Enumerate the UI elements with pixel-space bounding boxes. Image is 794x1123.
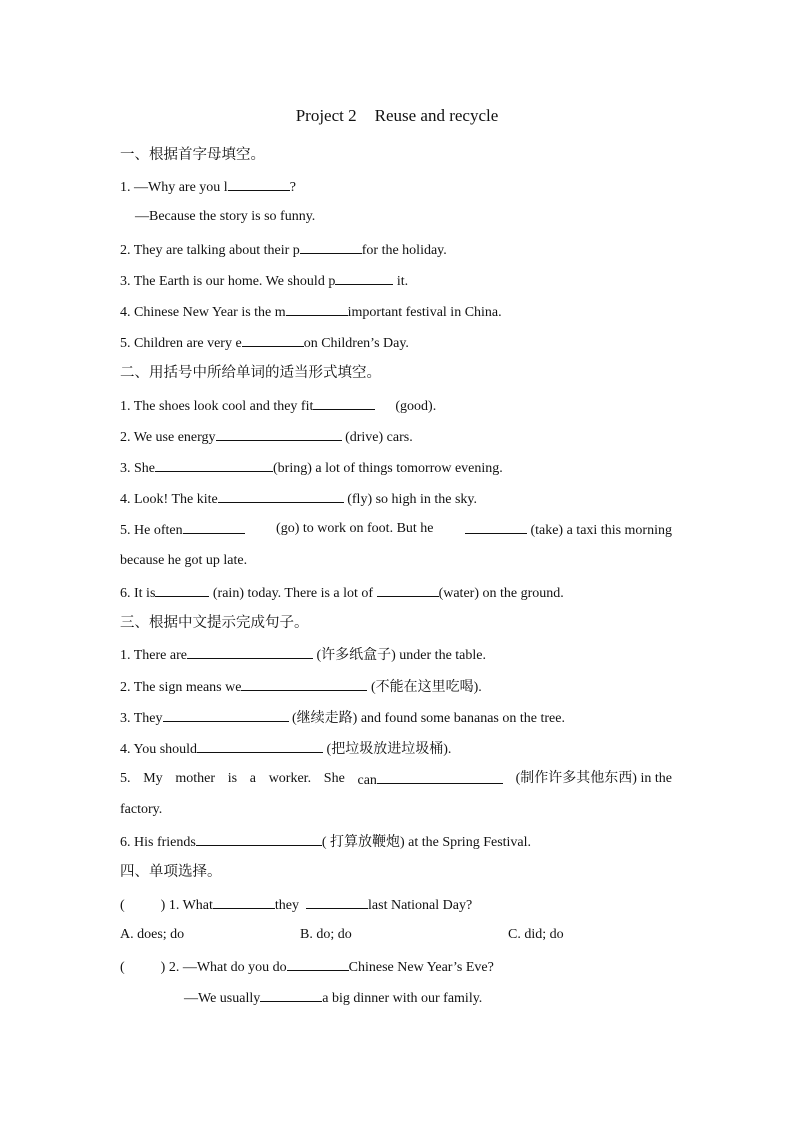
answer-blank[interactable] (183, 520, 245, 534)
s3-question-5: 5. My mother is a worker. She can (制作许多其他东西) in the (120, 771, 672, 788)
answer-blank[interactable] (465, 520, 527, 534)
s1-question-1-answer: —Because the story is so funny. (135, 209, 316, 224)
answer-blank[interactable] (213, 895, 275, 909)
s1-question-2: 2. They are talking about their p for the holiday. (120, 240, 447, 260)
s2-question-1: 1. The shoes look cool and they fit (good). (120, 396, 436, 416)
s4-question-1: ( ) 1. What they last National Day? (120, 895, 472, 915)
s3-question-2: 2. The sign means we (不能在这里吃喝). (120, 677, 482, 697)
answer-blank[interactable] (163, 708, 289, 722)
s2-question-3: 3. She (bring) a lot of things tomorrow evening. (120, 458, 503, 478)
s2-question-6: 6. It is (rain) today. There is a lot of (water) on the ground. (120, 583, 564, 603)
s3-question-6: 6. His friends ( 打算放鞭炮) at the Spring Festival. (120, 832, 531, 852)
answer-blank[interactable] (155, 583, 209, 597)
answer-blank[interactable] (216, 427, 342, 441)
s4-q1-option-c[interactable]: C. did; do (508, 927, 564, 942)
answer-blank[interactable] (228, 177, 290, 191)
s1-question-4: 4. Chinese New Year is the m important festival in China. (120, 302, 502, 322)
answer-blank[interactable] (187, 645, 313, 659)
s2-question-2: 2. We use energy (drive) cars. (120, 427, 413, 447)
project-name: Reuse and recycle (374, 106, 499, 125)
answer-blank[interactable] (242, 333, 304, 347)
answer-blank[interactable] (377, 770, 503, 784)
s1-question-5: 5. Children are very e on Children’s Day. (120, 333, 409, 353)
s3-question-3: 3. They (继续走路) and found some bananas on the tree. (120, 708, 565, 728)
answer-blank[interactable] (313, 396, 375, 410)
section-2-heading: 二、用括号中所给单词的适当形式填空。 (120, 365, 381, 381)
answer-blank[interactable] (218, 489, 344, 503)
s4-question-2-answer: —We usually a big dinner with our family. (184, 988, 482, 1008)
project-number: Project 2 (295, 106, 357, 125)
s3-question-4: 4. You should (把垃圾放进垃圾桶). (120, 739, 451, 759)
page-title (0, 106, 794, 126)
s4-q1-option-a[interactable]: A. does; do (120, 927, 185, 942)
answer-blank[interactable] (300, 240, 362, 254)
s1-question-1: 1. —Why are you l ? (120, 177, 296, 197)
answer-blank[interactable] (196, 832, 322, 846)
answer-blank[interactable] (286, 302, 348, 316)
s2-question-4: 4. Look! The kite (fly) so high in the sky. (120, 489, 477, 509)
answer-blank[interactable] (377, 583, 439, 597)
answer-blank[interactable] (197, 739, 323, 753)
answer-blank[interactable] (335, 271, 393, 285)
s4-question-2: ( ) 2. —What do you do Chinese New Year’s Eve? (120, 957, 494, 977)
answer-blank[interactable] (155, 458, 273, 472)
section-3-heading: 三、根据中文提示完成句子。 (120, 615, 309, 631)
s2-question-5-cont: because he got up late. (120, 553, 248, 568)
section-1-heading: 一、根据首字母填空。 (120, 147, 265, 163)
answer-blank[interactable] (287, 957, 349, 971)
answer-blank[interactable] (260, 988, 322, 1002)
s3-question-1: 1. There are (许多纸盒子) under the table. (120, 645, 486, 665)
s1-question-3: 3. The Earth is our home. We should p it. (120, 271, 408, 291)
section-4-heading: 四、单项选择。 (120, 864, 222, 880)
answer-blank[interactable] (306, 895, 368, 909)
s3-question-5-cont: factory. (120, 802, 163, 817)
answer-blank[interactable] (241, 677, 367, 691)
s2-question-5: 5. He often (go) to work on foot. But he (take) a taxi this morning (120, 521, 672, 538)
s4-q1-option-b[interactable]: B. do; do (300, 927, 352, 942)
